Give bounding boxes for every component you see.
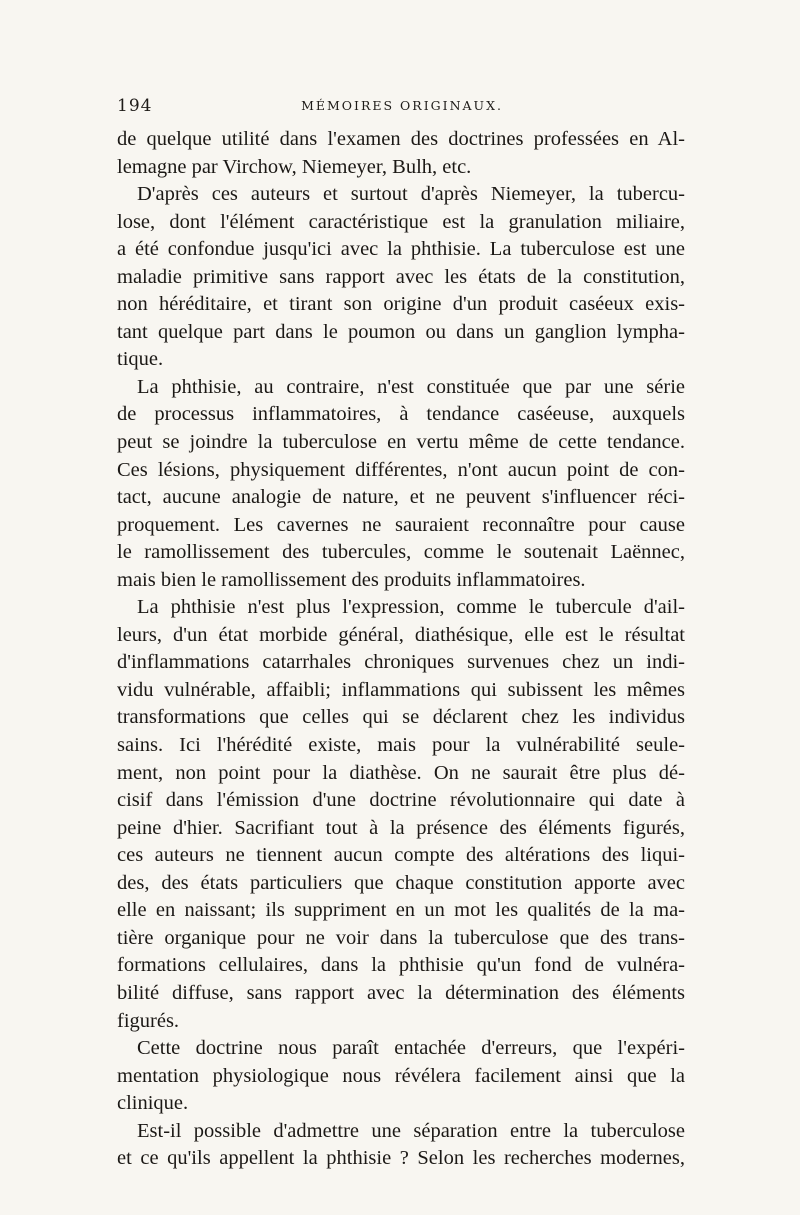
text-line: cisif dans l'émission d'une doctrine révolutionnaire qui date à — [117, 789, 685, 812]
text-line: lose, dont l'élément caractéristique est la granulation miliaire, — [117, 210, 685, 233]
text-line: tact, aucune analogie de nature, et ne peuvent s'influencer réci- — [117, 486, 685, 509]
text-line: tique. — [117, 348, 164, 371]
text-line: de processus inflammatoires, à tendance caséeuse, auxquels — [117, 403, 685, 426]
text-line: des, des états particuliers que chaque constitution apporte avec — [117, 871, 685, 894]
text-line: elle en naissant; ils suppriment en un mot les qualités de la ma- — [117, 899, 685, 922]
text-line: Cette doctrine nous paraît entachée d'erreurs, que l'expéri- — [137, 1037, 685, 1060]
text-line: leurs, d'un état morbide général, diathésique, elle est le résultat — [117, 623, 685, 646]
page-number: 194 — [117, 96, 153, 116]
text-line: proquement. Les cavernes ne sauraient reconnaître pour cause — [117, 513, 685, 536]
text-line: peut se joindre la tuberculose en vertu même de cette tendance. — [117, 431, 685, 454]
text-line: La phthisie, au contraire, n'est constituée que par une série — [137, 375, 685, 398]
text-line: de quelque utilité dans l'examen des doctrines professées en Al- — [117, 128, 685, 150]
body-text — [117, 126, 685, 1173]
text-line: tière organique pour ne voir dans la tuberculose que des trans- — [117, 926, 685, 949]
text-line: vidu vulnérable, affaibli; inflammations qui subissent les mêmes — [117, 678, 685, 701]
text-line: et ce qu'ils appellent la phthisie ? Selon les recherches modernes, — [117, 1147, 685, 1170]
text-line: d'inflammations catarrhales chroniques survenues chez un indi- — [117, 651, 685, 674]
text-line: bilité diffuse, sans rapport avec la détermination des éléments — [117, 981, 685, 1004]
text-line: tant quelque part dans le poumon ou dans un ganglion lympha- — [117, 320, 685, 343]
text-line: sains. Ici l'hérédité existe, mais pour la vulnérabilité seule- — [117, 734, 685, 757]
text-line: Ces lésions, physiquement différentes, n'ont aucun point de con- — [117, 458, 685, 481]
text-line: formations cellulaires, dans la phthisie qu'un fond de vulnéra- — [117, 954, 685, 977]
text-line: D'après ces auteurs et surtout d'après Niemeyer, la tubercu- — [137, 183, 685, 206]
text-line: a été confondue jusqu'ici avec la phthisie. La tuberculose est une — [117, 238, 685, 261]
text-line: mentation physiologique nous révélera facilement ainsi que la — [117, 1064, 685, 1087]
text-line: La phthisie n'est plus l'expression, comme le tubercule d'ail- — [137, 596, 685, 619]
text-line: maladie primitive sans rapport avec les états de la constitution, — [117, 265, 685, 288]
text-line: mais bien le ramollissement des produits inflammatoires. — [117, 568, 586, 591]
text-line: ment, non point pour la diathèse. On ne saurait être plus dé- — [117, 761, 685, 784]
text-line: clinique. — [117, 1092, 189, 1115]
text-line: peine d'hier. Sacrifiant tout à la présence des éléments figurés, — [117, 816, 685, 839]
running-title: MÉMOIRES ORIGINAUX. — [301, 98, 503, 113]
running-header — [117, 96, 687, 120]
text-line: ces auteurs ne tiennent aucun compte des altérations des liqui- — [117, 844, 685, 867]
text-line: transformations que celles qui se déclarent chez les individus — [117, 706, 685, 729]
text-line: le ramollissement des tubercules, comme le soutenait Laënnec, — [117, 541, 685, 564]
text-line: lemagne par Virchow, Niemeyer, Bulh, etc. — [117, 155, 472, 178]
text-line: Est-il possible d'admettre une séparation entre la tuberculose — [137, 1119, 685, 1142]
text-line: non héréditaire, et tirant son origine d'un produit caséeux exis- — [117, 293, 685, 316]
text-line: figurés. — [117, 1009, 180, 1032]
